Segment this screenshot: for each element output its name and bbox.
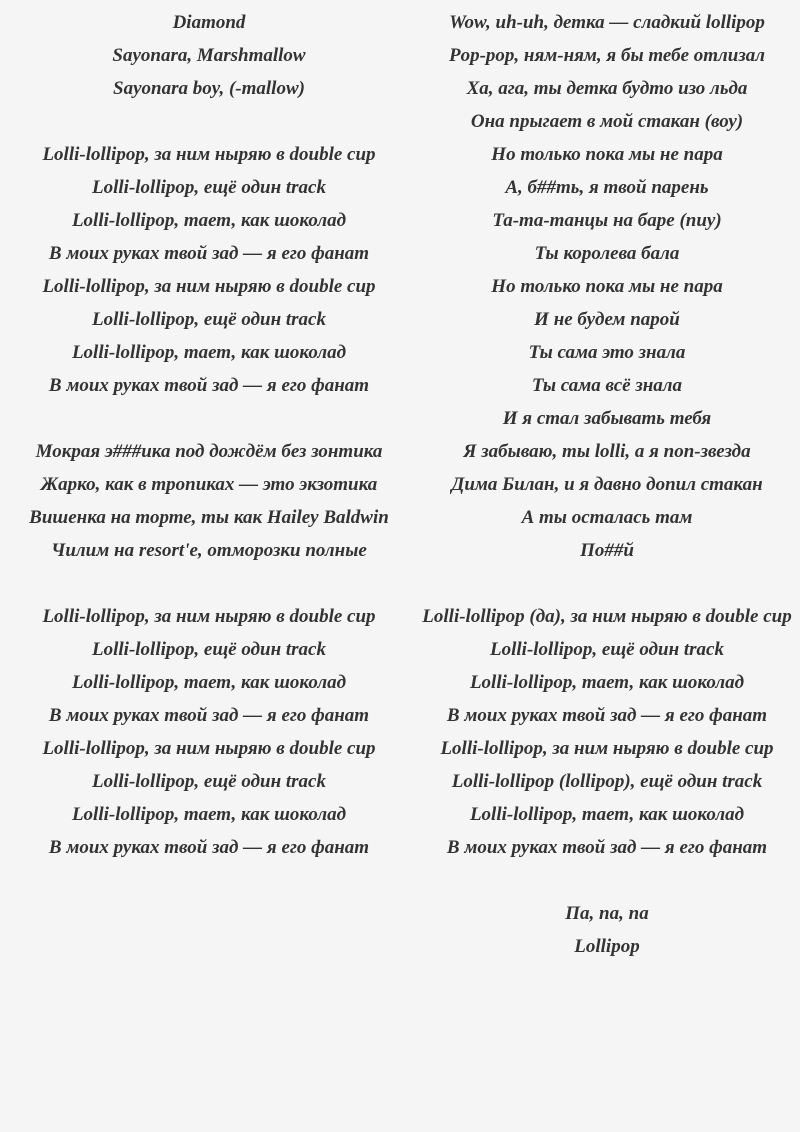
lyric-line: Lolli-lollipop, ещё один track [92, 771, 326, 792]
lyric-line: Та-та-танцы на баре (пиу) [492, 210, 722, 231]
lyric-line: Па, па, па [565, 903, 649, 924]
lyric-line: В моих руках твой зад — я его фанат [48, 837, 370, 858]
lyric-line: Lolli-lollipop, за ним ныряю в double cup [42, 276, 376, 297]
lyric-line: Жарко, как в тропиках — это экзотика [40, 474, 378, 495]
lyric-line: Lolli-lollipop, тает, как шоколад [469, 672, 745, 693]
lyric-line: Lolli-lollipop, тает, как шоколад [469, 804, 745, 825]
lyric-line: Дима Билан, и я давно допил стакан [451, 474, 763, 495]
lyric-line: В моих руках твой зад — я его фанат [48, 375, 370, 396]
lyrics-column-right [418, 6, 800, 1132]
lyric-line: Мокрая э###ика под дождём без зонтика [35, 441, 383, 462]
lyric-line: Lolli-lollipop, тает, как шоколад [71, 210, 347, 231]
lyric-line: Чилим на resort'e, отморозки полные [51, 540, 367, 561]
lyric-line: Lollipop [574, 936, 640, 957]
lyric-line: Lolli-lollipop, за ним ныряю в double cup [42, 606, 376, 627]
lyric-line: Lolli-lollipop, тает, как шоколад [71, 342, 347, 363]
lyric-line: Lolli-lollipop, ещё один track [92, 309, 326, 330]
lyric-line: В моих руках твой зад — я его фанат [48, 243, 370, 264]
lyric-line: Lolli-lollipop (lollipop), ещё один track [451, 771, 763, 792]
lyric-line: В моих руках твой зад — я его фанат [446, 705, 768, 726]
lyric-line: Lolli-lollipop, ещё один track [490, 639, 724, 660]
lyric-line: Lolli-lollipop, за ним ныряю в double cup [42, 144, 376, 165]
lyric-line: Я забываю, ты lolli, а я поп-звезда [463, 441, 751, 462]
lyric-line: Lolli-lollipop, за ним ныряю в double cup [42, 738, 376, 759]
lyric-line: Ты сама это знала [528, 342, 686, 363]
lyric-line: Sayonara, Marshmallow [112, 45, 306, 66]
lyric-line: Lolli-lollipop, ещё один track [92, 639, 326, 660]
lyric-line: Lolli-lollipop, ещё один track [92, 177, 326, 198]
lyric-line: Sayonara boy, (-mallow) [113, 78, 305, 99]
stanza-gap [6, 567, 412, 600]
lyric-line: По##й [580, 540, 634, 561]
stanza-gap [6, 105, 412, 138]
lyric-line: Но только пока мы не пара [491, 144, 723, 165]
lyric-line: Вишенка на торте, ты как Hailey Baldwin [29, 507, 389, 528]
lyric-line: Lolli-lollipop, за ним ныряю в double cup [440, 738, 774, 759]
lyric-line: Pop-pop, ням-ням, я бы тебе отлизал [448, 45, 766, 66]
lyric-line: Diamond [172, 12, 246, 33]
stanza-gap [418, 567, 796, 600]
lyric-line: Lolli-lollipop, тает, как шоколад [71, 804, 347, 825]
lyric-line: Ха, ага, ты детка будто изо льда [466, 78, 748, 99]
lyric-line: Ты королева бала [534, 243, 680, 264]
lyric-line: И я стал забывать тебя [502, 408, 712, 429]
stanza-gap [6, 402, 412, 435]
stanza-gap [418, 864, 796, 897]
lyric-line: Lolli-lollipop, тает, как шоколад [71, 672, 347, 693]
lyric-line: Ты сама всё знала [531, 375, 683, 396]
lyric-line: И не будем парой [534, 309, 680, 330]
lyric-line: А ты осталась там [521, 507, 693, 528]
lyric-line: Она прыгает в мой стакан (воу) [470, 111, 744, 132]
lyric-line: Wow, uh-uh, детка — сладкий lollipop [449, 12, 765, 33]
lyric-line: Но только пока мы не пара [491, 276, 723, 297]
lyric-line: Lolli-lollipop (да), за ним ныряю в double cup [422, 606, 792, 627]
lyric-line: А, б##ть, я твой парень [505, 177, 709, 198]
lyrics-column-left [0, 6, 418, 1132]
lyric-line: В моих руках твой зад — я его фанат [48, 705, 370, 726]
lyric-line: В моих руках твой зад — я его фанат [446, 837, 768, 858]
